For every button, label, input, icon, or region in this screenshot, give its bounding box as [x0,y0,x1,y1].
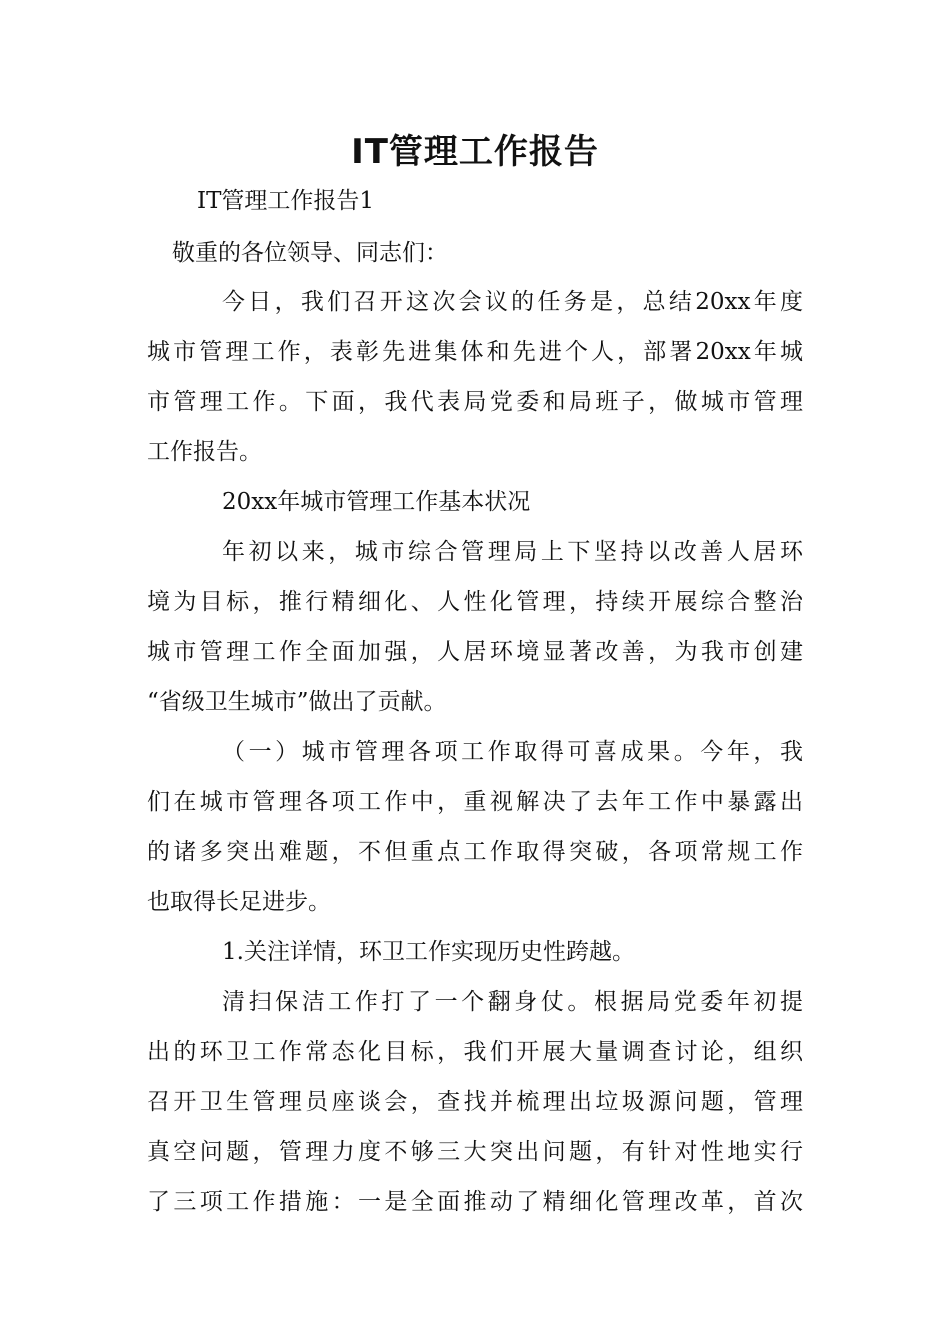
paragraph-line: 工作报告。 [147,439,262,465]
numbered-heading: 1.关注详情，环卫工作实现历史性跨越。 [222,939,635,965]
paragraph-line: 城市管理工作，表彰先进集体和先进个人，部署20xx年城 [147,339,803,365]
document-title: IT管理工作报告 [351,132,599,172]
paragraph-line: 的诸多突出难题，不但重点工作取得突破，各项常规工作 [147,839,803,865]
paragraph-line: 城市管理工作全面加强，人居环境显著改善，为我市创建 [147,639,803,665]
paragraph-line: 真空问题，管理力度不够三大突出问题，有针对性地实行 [147,1139,803,1165]
paragraph-line: 召开卫生管理员座谈会，查找并梳理出垃圾源问题，管理 [147,1089,803,1115]
report-subtitle: IT管理工作报告1 [197,188,375,214]
paragraph-line: 清扫保洁工作打了一个翻身仗。根据局党委年初提 [222,989,803,1015]
paragraph-line: 出的环卫工作常态化目标，我们开展大量调查讨论，组织 [147,1039,803,1065]
paragraph-line: 市管理工作。下面，我代表局党委和局班子，做城市管理 [147,389,803,415]
salutation: 敬重的各位领导、同志们： [172,240,448,266]
paragraph-line: 了三项工作措施：一是全面推动了精细化管理改革，首次 [147,1189,803,1215]
paragraph-line: 也取得长足进步。 [147,889,331,915]
paragraph-line: 们在城市管理各项工作中，重视解决了去年工作中暴露出 [147,789,803,815]
paragraph-line: “省级卫生城市”做出了贡献。 [147,689,447,715]
paragraph-line: 境为目标，推行精细化、人性化管理，持续开展综合整治 [147,589,803,615]
section-heading: 20xx年城市管理工作基本状况 [222,489,531,515]
paragraph-line: （一）城市管理各项工作取得可喜成果。今年，我 [222,739,803,765]
paragraph-line: 今日，我们召开这次会议的任务是，总结20xx年度 [222,289,803,315]
paragraph-line: 年初以来，城市综合管理局上下坚持以改善人居环 [222,539,803,565]
